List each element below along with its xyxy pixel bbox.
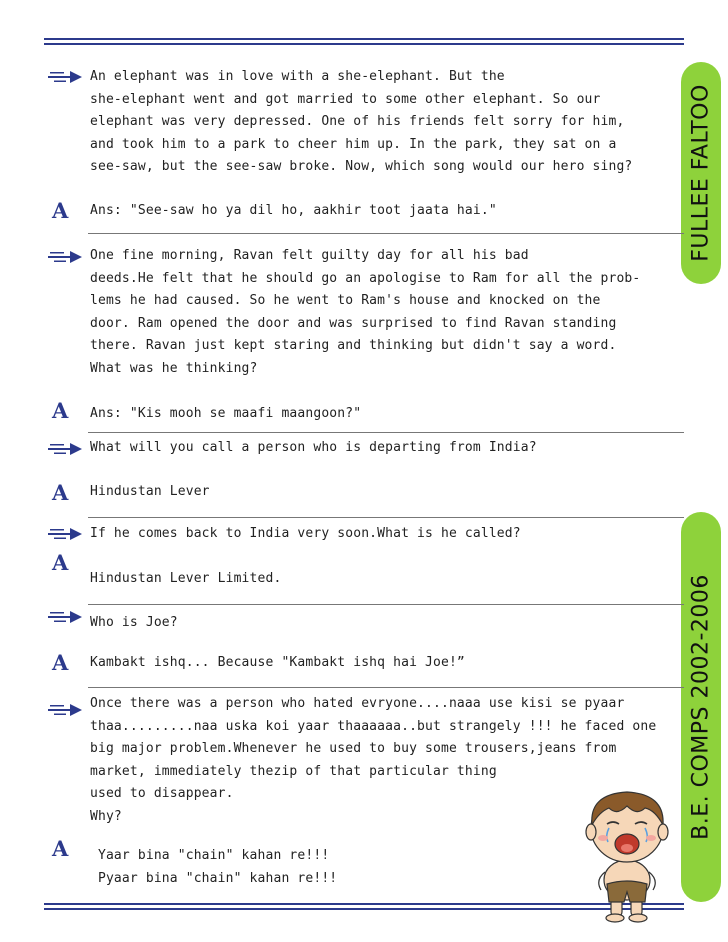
answer-text: Kambakt ishq... Because "Kambakt ishq hai Joe!” [90,655,465,670]
divider [88,687,684,688]
sidebar-title-bottom: B.E. COMPS 2002-2006 [688,574,714,840]
question-arrow-icon [48,250,82,264]
answer-marker-icon: A [52,398,69,423]
question-text: If he comes back to India very soon.What is he called? [90,526,521,541]
divider [88,233,684,234]
question-text: One fine morning, Ravan felt guilty day for all his bad deeds.He felt that he should go an apologise to Ram for all the prob- lems he had caused. So he went to Ram's house and knocked on the door. Ram opened the door and was surprised to find Ravan standing there. Ravan just kept staring and thinking but didn't say a word. What was he thinking? [90,248,641,376]
answer-marker-icon: A [52,836,69,861]
answer-marker-icon: A [52,550,69,575]
divider [88,517,684,518]
question-arrow-icon [48,527,82,541]
question-arrow-icon [48,442,82,456]
crying-boy-illustration [575,780,680,925]
question-text: Who is Joe? [90,615,178,630]
answer-marker-icon: A [52,480,69,505]
sidebar-banner-top [681,62,721,284]
divider [88,604,684,605]
answer-text: Hindustan Lever [90,484,210,499]
question-arrow-icon [48,70,82,84]
question-text: What will you call a person who is departing from India? [90,440,537,455]
question-arrow-icon [48,703,82,717]
answer-marker-icon: A [52,650,69,675]
sidebar-title-top: FULLEE FALTOO [688,84,714,262]
question-text: An elephant was in love with a she-elephant. But the she-elephant went and got married to some other elephant. So our elephant was very depressed. One of his friends felt sorry for him, and took him to a park to cheer him up. In the park, they sat on a see-saw, but the see-saw broke. Now, which song would our hero sing? [90,69,633,174]
top-border-rule [44,38,684,45]
answer-text: Yaar bina "chain" kahan re!!! Pyaar bina "chain" kahan re!!! [97,848,338,886]
answer-text: Ans: "See-saw ho ya dil ho, aakhir toot jaata hai." [90,203,497,218]
answer-marker-icon: A [52,198,69,223]
question-arrow-icon [48,610,82,624]
question-text: Once there was a person who hated evryone....naaa use kisi se pyaar thaa.........naa uska koi yaar thaaaaaa..but strangely !!! he faced one big major problem.Whenever he used to buy some trousers,jeans from market, immediately thezip of that particular thing used to disappear. Why? [90,696,657,824]
sidebar-banner-bottom [681,512,721,902]
answer-text: Hindustan Lever Limited. [90,571,282,586]
answer-text: Ans: "Kis mooh se maafi maangoon?" [90,406,362,421]
divider [88,432,684,433]
